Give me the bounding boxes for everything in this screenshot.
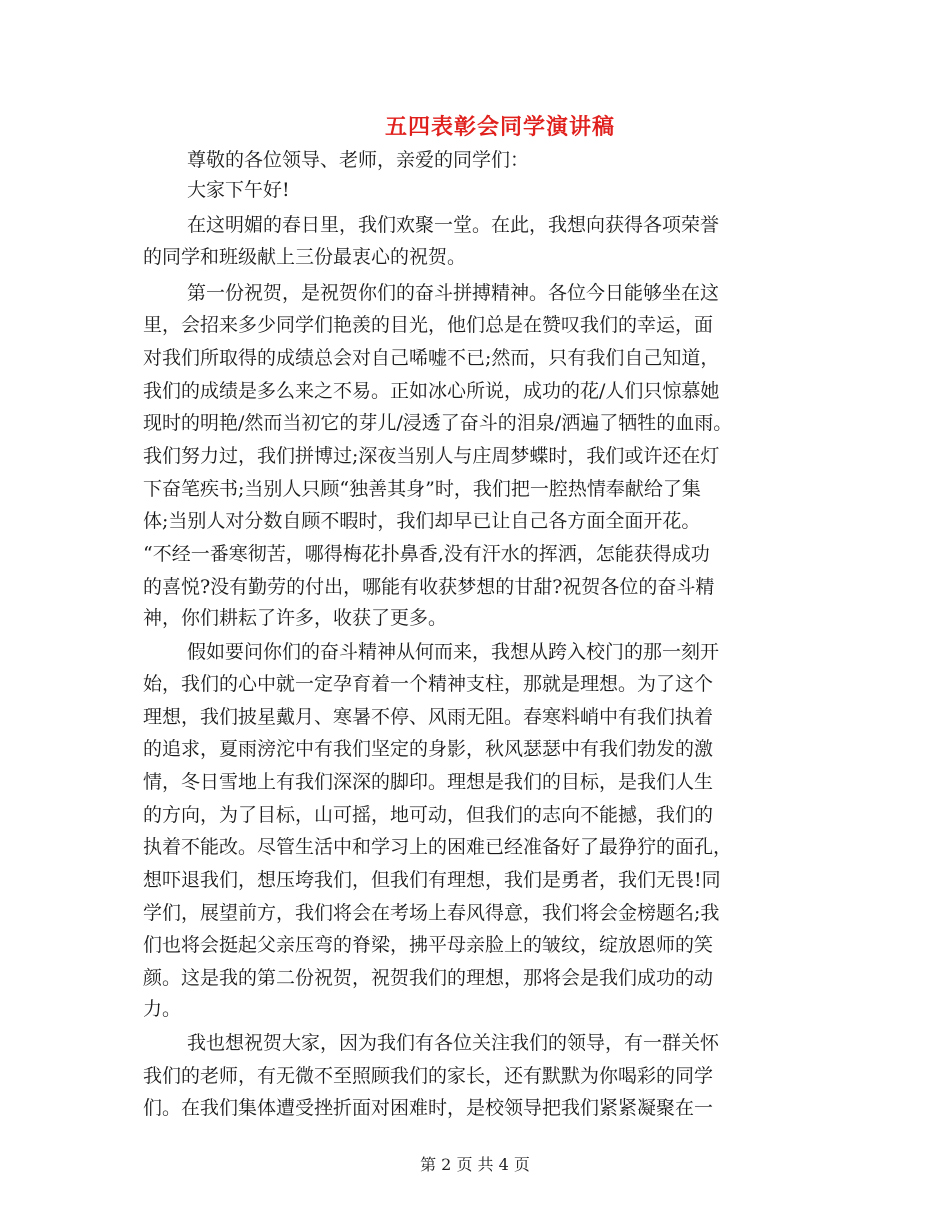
text-line: 力。 [143,998,182,1020]
text-line: 学们，展望前方，我们将会在考场上春风得意，我们将会金榜题名;我 [143,902,720,924]
text-line: 的同学和班级献上三份最衷心的祝贺。 [143,246,467,268]
text-line: 我也想祝贺大家，因为我们有各位关注我们的领导，有一群关怀 [187,1032,720,1054]
text-line: 理想，我们披星戴月、寒暑不停、风雨无阻。春寒料峭中有我们执着 [143,706,714,728]
text-line: 的追求，夏雨滂沱中有我们坚定的身影，秋风瑟瑟中有我们勃发的激 [143,738,714,760]
text-line: 体;当别人对分数自顾不暇时，我们却早已让自己各方面全面开花。 [143,510,701,532]
text-line: 假如要问你们的奋斗精神从何而来，我想从跨入校门的那一刻开 [187,641,720,663]
text-line: 想吓退我们，想压垮我们，但我们有理想，我们是勇者，我们无畏!同 [143,869,721,891]
text-line: 神，你们耕耘了许多，收获了更多。 [143,607,448,629]
text-line: 我们的成绩是多么来之不易。正如冰心所说，成功的花/人们只惊慕她 [143,380,720,402]
text-line: 始，我们的心中就一定孕育着一个精神支柱，那就是理想。为了这个 [143,673,714,695]
text-line: 对我们所取得的成绩总会对自己唏嘘不已;然而，只有我们自己知道， [143,347,720,369]
page-footer: 第 2 页 共 4 页 [420,1155,530,1174]
text-line: 里，会招来多少同学们艳羡的目光，他们总是在赞叹我们的幸运，面 [143,314,714,336]
text-line: 大家下午好! [187,179,290,201]
text-line: 们也将会挺起父亲压弯的脊梁，拂平母亲脸上的皱纹，绽放恩师的笑 [143,934,714,956]
text-line: 执着不能改。尽管生活中和学习上的困难已经准备好了最狰狞的面孔， [143,836,733,858]
text-line: “不经一番寒彻苦，哪得梅花扑鼻香,没有汗水的挥洒，怎能获得成功 [143,543,710,565]
document-title: 五四表彰会同学演讲稿 [384,115,615,140]
text-line: 颜。这是我的第二份祝贺，祝贺我们的理想，那将会是我们成功的动 [143,967,714,989]
text-line: 我们的老师，有无微不至照顾我们的家长，还有默默为你喝彩的同学 [143,1065,714,1087]
text-line: 尊敬的各位领导、老师，亲爱的同学们： [187,149,530,171]
text-line: 的方向，为了目标，山可摇，地可动，但我们的志向不能撼，我们的 [143,804,714,826]
text-line: 第一份祝贺，是祝贺你们的奋斗拼搏精神。各位今日能够坐在这 [187,282,720,304]
text-line: 下奋笔疾书;当别人只顾“独善其身”时，我们把一腔热情奉献给了集 [143,478,701,500]
text-line: 的喜悦?没有勤劳的付出，哪能有收获梦想的甘甜?祝贺各位的奋斗精 [143,576,715,598]
text-line: 我们努力过，我们拼博过;深夜当别人与庄周梦蝶时，我们或许还在灯 [143,445,720,467]
text-line: 们。在我们集体遭受挫折面对困难时，是校领导把我们紧紧凝聚在一 [143,1097,714,1119]
text-line: 在这明媚的春日里，我们欢聚一堂。在此，我想向获得各项荣誉 [187,214,720,236]
text-line: 现时的明艳/然而当初它的芽儿/浸透了奋斗的泪泉/洒遍了牺牲的血雨。 [143,412,733,434]
text-line: 情，冬日雪地上有我们深深的脚印。理想是我们的目标，是我们人生 [143,771,714,793]
